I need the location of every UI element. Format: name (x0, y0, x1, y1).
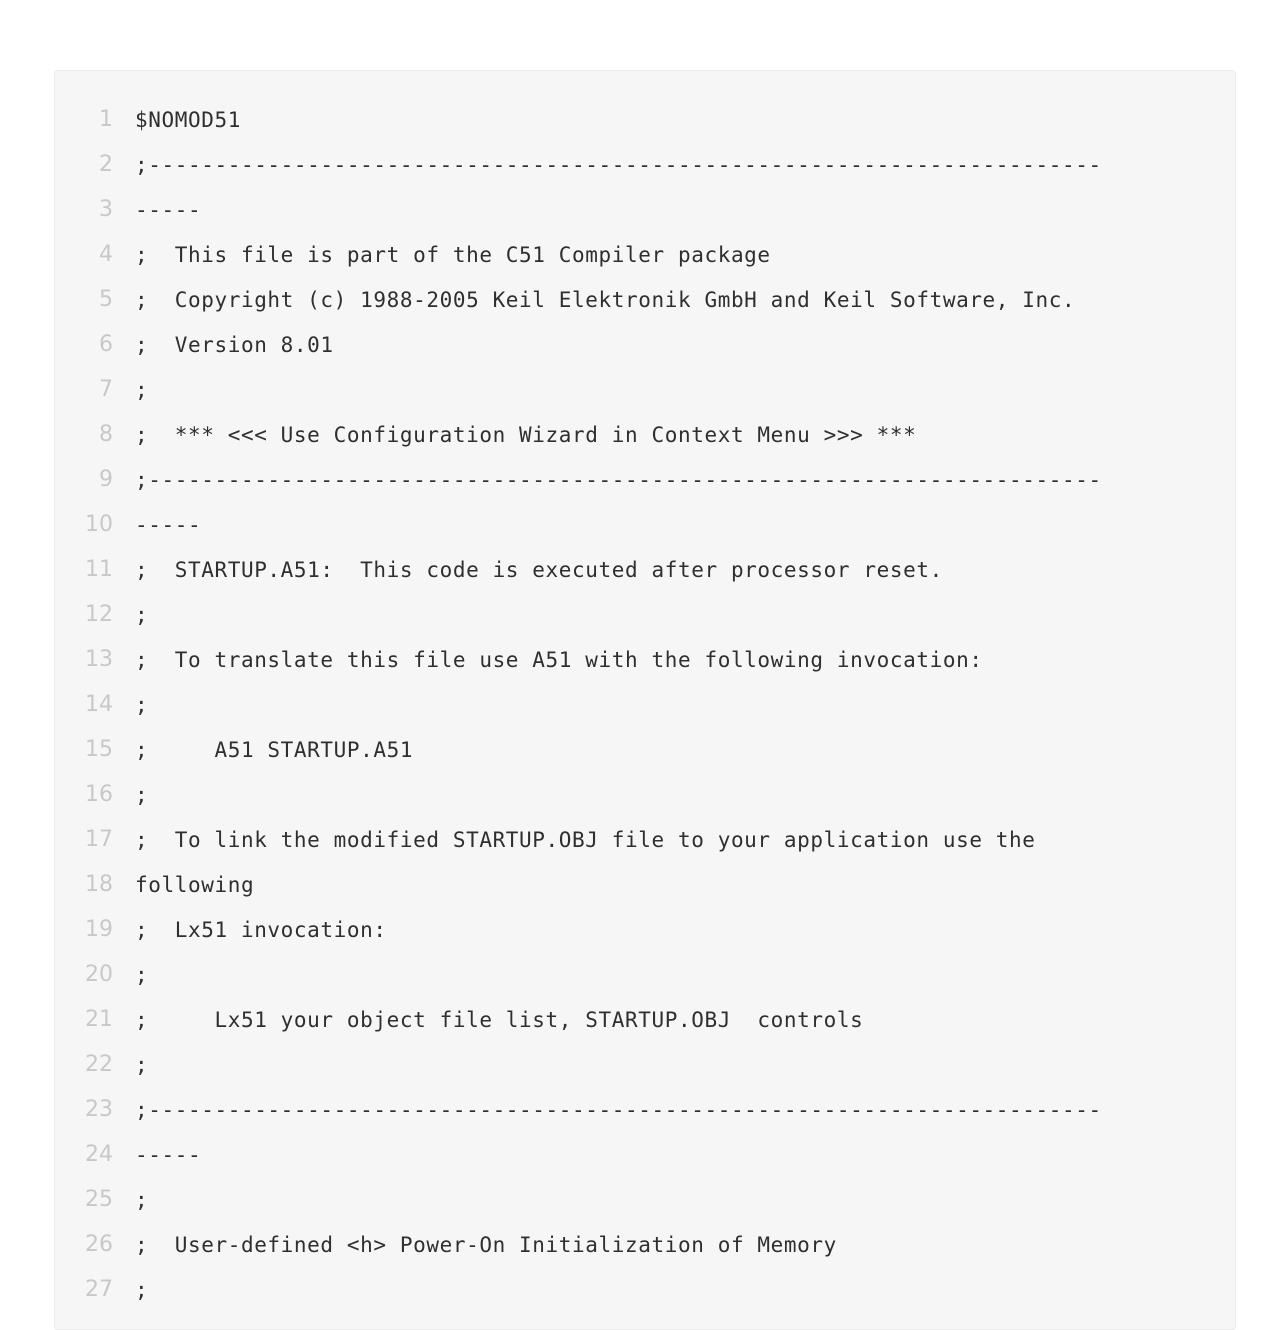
code-line (55, 1222, 1235, 1267)
line-code: ; User-defined <h> Power-On Initialization of Memory (135, 1232, 837, 1257)
line-code: ----- (135, 512, 202, 537)
line-number: 25 (85, 1187, 113, 1212)
line-number: 4 (99, 242, 113, 267)
line-number: 1 (99, 107, 113, 132)
line-code: ; A51 STARTUP.A51 (135, 737, 414, 762)
code-line (55, 997, 1235, 1042)
code-line (55, 907, 1235, 952)
code-line (55, 1267, 1235, 1312)
line-number: 9 (99, 467, 113, 492)
line-code: ; *** <<< Use Configuration Wizard in Context Menu >>> *** (135, 422, 917, 447)
line-code: ; Version 8.01 (135, 332, 334, 357)
code-line (55, 277, 1235, 322)
code-line (55, 1087, 1235, 1132)
code-line (55, 1042, 1235, 1087)
code-line (55, 412, 1235, 457)
line-code: ; This file is part of the C51 Compiler package (135, 242, 771, 267)
line-number: 13 (85, 647, 113, 672)
code-line (55, 322, 1235, 367)
line-number: 20 (85, 962, 113, 987)
code-line (55, 772, 1235, 817)
line-number: 6 (99, 332, 113, 357)
line-code: ;------------------------------------------------------------------------ (135, 467, 1102, 492)
code-line (55, 142, 1235, 187)
code-line (55, 547, 1235, 592)
line-number: 18 (85, 872, 113, 897)
line-number: 24 (85, 1142, 113, 1167)
line-number: 17 (85, 827, 113, 852)
line-code: ; (135, 692, 149, 717)
line-code: ;------------------------------------------------------------------------ (135, 1097, 1102, 1122)
line-code: ; To link the modified STARTUP.OBJ file to your application use the (135, 827, 1036, 852)
line-code: following (135, 872, 255, 897)
code-line (55, 502, 1235, 547)
line-number: 22 (85, 1052, 113, 1077)
code-lines (55, 97, 1235, 1312)
code-block (54, 70, 1236, 1330)
line-code: ; (135, 962, 149, 987)
line-number: 5 (99, 287, 113, 312)
line-code: ----- (135, 197, 202, 222)
line-number: 7 (99, 377, 113, 402)
code-line (55, 457, 1235, 502)
code-line (55, 952, 1235, 997)
line-number: 16 (85, 782, 113, 807)
line-number: 10 (85, 512, 113, 537)
line-code: ----- (135, 1142, 202, 1167)
code-line (55, 97, 1235, 142)
code-line (55, 727, 1235, 772)
code-line (55, 817, 1235, 862)
line-number: 19 (85, 917, 113, 942)
code-line (55, 637, 1235, 682)
line-code: ; (135, 377, 149, 402)
line-code: ; Lx51 invocation: (135, 917, 387, 942)
line-code: ; (135, 782, 149, 807)
line-code: ; Lx51 your object file list, STARTUP.OBJ controls (135, 1007, 864, 1032)
line-number: 26 (85, 1232, 113, 1257)
line-code: ; To translate this file use A51 with the following invocation: (135, 647, 983, 672)
code-line (55, 1177, 1235, 1222)
line-code: ; (135, 1187, 149, 1212)
code-line (55, 682, 1235, 727)
line-number: 15 (85, 737, 113, 762)
line-number: 27 (85, 1277, 113, 1302)
line-code: ;------------------------------------------------------------------------ (135, 152, 1102, 177)
code-line (55, 862, 1235, 907)
code-line (55, 232, 1235, 277)
line-number: 21 (85, 1007, 113, 1032)
line-code: ; STARTUP.A51: This code is executed after processor reset. (135, 557, 943, 582)
line-number: 14 (85, 692, 113, 717)
line-number: 8 (99, 422, 113, 447)
line-code: ; (135, 1277, 149, 1302)
code-line (55, 367, 1235, 412)
line-number: 12 (85, 602, 113, 627)
line-code: ; (135, 602, 149, 627)
line-code: $NOMOD51 (135, 107, 241, 132)
line-number: 2 (99, 152, 113, 177)
code-line (55, 592, 1235, 637)
line-number: 23 (85, 1097, 113, 1122)
line-number: 3 (99, 197, 113, 222)
line-code: ; Copyright (c) 1988-2005 Keil Elektronik GmbH and Keil Software, Inc. (135, 287, 1076, 312)
code-line (55, 1132, 1235, 1177)
line-number: 11 (85, 557, 113, 582)
code-line (55, 187, 1235, 232)
line-code: ; (135, 1052, 149, 1077)
